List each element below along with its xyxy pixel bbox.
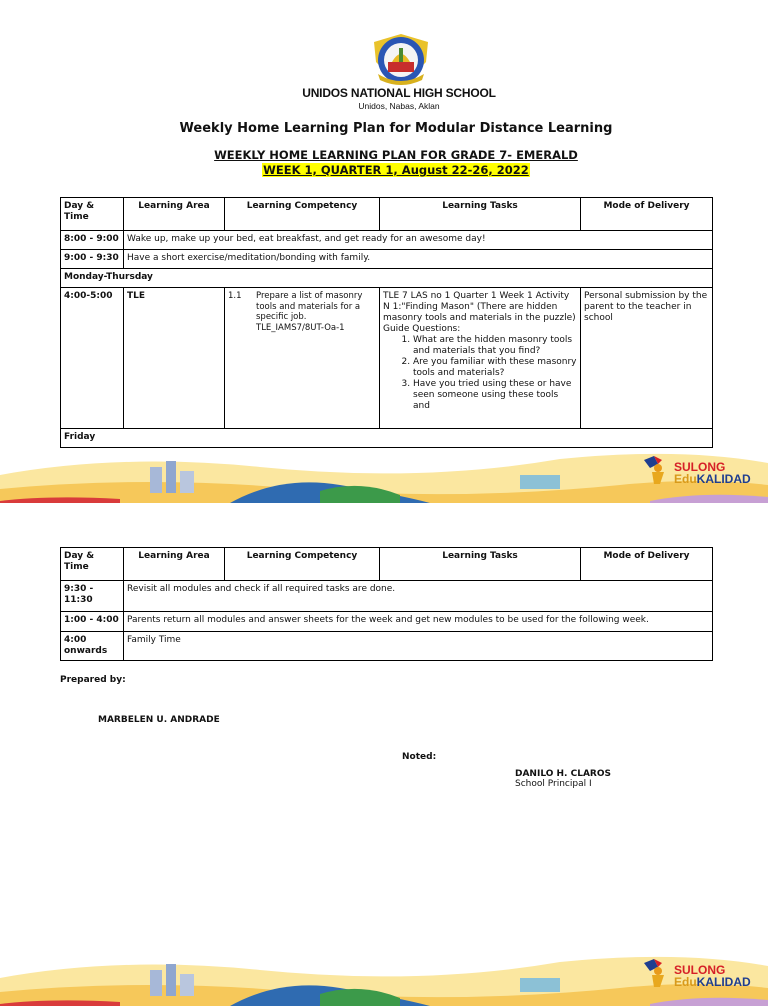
col-header-learning-area: Learning Area [124,198,225,231]
table-row [61,231,713,250]
col-header-day-time: Day & Time [61,548,124,581]
lesson-area: TLE [124,288,225,429]
torch-figure-icon [640,957,670,989]
lesson-competency [225,288,380,429]
col-header-learning-tasks: Learning Tasks [380,548,581,581]
page-2 [0,503,768,1006]
preparer-name: MARBELEN U. ANDRADE [98,715,220,725]
principal-name: DANILO H. CLAROS [515,769,611,779]
col-header-mode-of-delivery: Mode of Delivery [581,548,713,581]
learning-plan-table-2 [60,547,713,661]
col-header-learning-area: Learning Area [124,548,225,581]
row-activity: Parents return all modules and answer sheets for the week and get new modules to be used for the following week. [124,612,713,632]
noted-label: Noted: [402,752,437,762]
lesson-time: 4:00-5:00 [61,288,124,429]
table-row [61,250,713,269]
week-highlight: WEEK 1, QUARTER 1, August 22-26, 2022 [263,163,529,177]
brand-line-1: SULONG [674,963,726,977]
row-time: 1:00 - 4:00 [61,612,124,632]
competency-code: TLE_IAMS7/8UT-Oa-1 [256,322,345,333]
school-name: UNIDOS NATIONAL HIGH SCHOOL [302,86,496,100]
tasks-guide-label: Guide Questions: [383,324,461,334]
col-header-learning-tasks: Learning Tasks [380,198,581,231]
brand-edu: Edu [674,975,697,989]
torch-figure-icon [640,454,670,486]
row-activity: Wake up, make up your bed, eat breakfast, and get ready for an awesome day! [124,231,713,250]
competency-number: 1.1 [228,291,242,301]
sulong-edukalidad-logo [674,461,751,485]
guide-question: 2. Are you familiar with these masonry tools and materials? [413,357,577,379]
table-row [61,581,713,612]
plan-title: Weekly Home Learning Plan for Modular Distance Learning [179,121,613,136]
row-time: 8:00 - 9:00 [61,231,124,250]
table-header-row [61,198,713,231]
col-header-mode-of-delivery: Mode of Delivery [581,198,713,231]
row-time: 9:00 - 9:30 [61,250,124,269]
table-header-row [61,548,713,581]
competency-text: Prepare a list of masonry tools and materials for a specific job. [256,291,363,322]
section-monday-thursday: Monday-Thursday [61,269,713,288]
row-time: 4:00 onwards [61,632,124,661]
row-activity: Family Time [124,632,713,661]
brand-edu: Edu [674,472,697,486]
grade-title: WEEKLY HOME LEARNING PLAN FOR GRADE 7- EMERALD [214,148,578,162]
col-header-learning-competency: Learning Competency [225,198,380,231]
lesson-delivery: Personal submission by the parent to the teacher in school [581,288,713,429]
guide-question: 1. What are the hidden masonry tools and materials that you find? [413,335,577,357]
table-row [61,632,713,661]
guide-question: 3. Have you tried using these or have seen someone using these tools and [413,379,577,412]
row-activity: Have a short exercise/meditation/bonding with family. [124,250,713,269]
brand-kalidad: KALIDAD [696,472,751,486]
tasks-intro: TLE 7 LAS no 1 Quarter 1 Week 1 Activity N 1:"Finding Mason" (There are hidden masonry tools and materials in the puzzle) [383,291,576,323]
row-activity: Revisit all modules and check if all required tasks are done. [124,581,713,612]
row-time: 9:30 - 11:30 [61,581,124,612]
brand-line-1: SULONG [674,460,726,474]
lesson-row [61,288,713,429]
table-row [61,612,713,632]
school-seal-logo [368,32,434,88]
col-header-learning-competency: Learning Competency [225,548,380,581]
guide-questions-list [383,335,577,412]
section-friday: Friday [61,429,713,448]
week-title [0,163,768,177]
learning-plan-table-1 [60,197,713,448]
prepared-by-label: Prepared by: [60,675,126,685]
lesson-tasks [380,288,581,429]
col-header-day-time: Day & Time [61,198,124,231]
brand-kalidad: KALIDAD [696,975,751,989]
school-address: Unidos, Nabas, Aklan [358,101,440,111]
section-row [61,269,713,288]
sulong-edukalidad-logo [674,964,751,988]
principal-title: School Principal I [515,779,592,789]
